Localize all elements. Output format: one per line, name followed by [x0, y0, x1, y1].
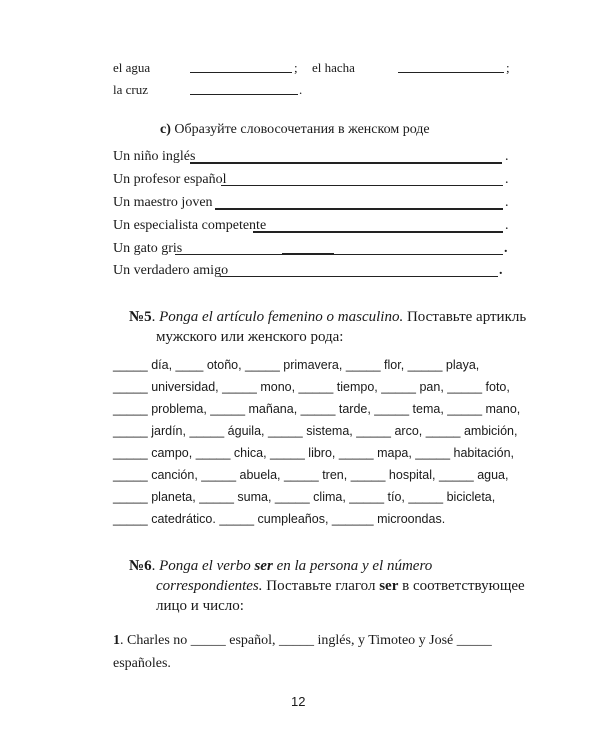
instruction-es: correspondientes. — [156, 578, 263, 594]
word-el-hacha: el hacha — [312, 60, 355, 75]
verb-ser: ser — [379, 578, 399, 594]
period: . — [505, 149, 509, 164]
instruction-ru: в соответствующее — [398, 578, 525, 594]
instruction-es: en la persona y el número — [272, 558, 433, 574]
item-text: . Charles no _____ español, _____ inglés, y Timoteo y José _____ — [120, 633, 492, 648]
list-item: Un verdadero amigo — [113, 263, 229, 278]
exercise-row: _____ día, ____ otoño, _____ primavera, _____ flor, _____ playa, — [113, 358, 480, 372]
exercise-row: _____ planeta, _____ suma, _____ clima, _____ tío, _____ bicicleta, — [113, 490, 496, 504]
verb-ser: ser — [254, 558, 273, 574]
instruction-ru: Поставьте глагол — [262, 578, 380, 594]
answer-blank-bold-segment — [282, 253, 334, 255]
instruction-es: Ponga el artículo femenino o masculino. — [159, 309, 404, 325]
answer-blank[interactable] — [215, 208, 503, 210]
separator: ; — [506, 60, 510, 75]
exercise-5-heading — [129, 309, 526, 326]
dot: . — [151, 309, 156, 325]
exercise-6-line2 — [156, 578, 525, 595]
answer-blank[interactable] — [220, 276, 498, 277]
exercise-row: _____ universidad, _____ mono, _____ tiempo, _____ pan, _____ foto, — [113, 380, 510, 394]
period: . — [299, 82, 303, 97]
list-item: Un profesor español — [113, 172, 227, 187]
answer-blank[interactable] — [253, 231, 503, 233]
section-c-letter: c) — [160, 122, 171, 137]
answer-blank[interactable] — [175, 254, 503, 255]
period: . — [499, 263, 503, 278]
blank-la-cruz[interactable] — [190, 94, 298, 95]
instruction-es: Ponga el verbo — [159, 558, 255, 574]
list-item: Un gato gris — [113, 241, 183, 256]
exercise-row: _____ jardín, _____ águila, _____ sistema, _____ arco, _____ ambición, — [113, 424, 518, 438]
exercise-number: №6 — [129, 558, 152, 574]
dot: . — [151, 558, 156, 574]
word-el-agua: el agua — [113, 60, 151, 75]
page-number: 12 — [291, 694, 306, 709]
period: . — [505, 195, 509, 210]
section-c-heading — [160, 122, 430, 138]
exercise-number: №5 — [129, 309, 152, 325]
exercise-6-item-1 — [113, 633, 492, 649]
separator: ; — [294, 60, 298, 75]
exercise-row: _____ catedrático. _____ cumpleaños, ______ microondas. — [113, 512, 446, 526]
instruction-ru-line2: мужского или женского рода: — [156, 329, 344, 345]
exercise-6-item-1-cont: españoles. — [113, 656, 171, 671]
exercise-6-line3: лицо и число: — [156, 598, 244, 614]
blank-el-hacha[interactable] — [398, 72, 504, 73]
answer-blank[interactable] — [190, 162, 502, 164]
exercise-6-heading — [129, 558, 432, 575]
exercise-row: _____ problema, _____ mañana, _____ tarde, _____ tema, _____ mano, — [113, 402, 521, 416]
exercise-row: _____ canción, _____ abuela, _____ tren, _____ hospital, _____ agua, — [113, 468, 509, 482]
period: . — [505, 218, 509, 233]
word-la-cruz: la cruz — [113, 82, 149, 97]
item-number: 1 — [113, 633, 120, 648]
answer-blank[interactable] — [221, 185, 503, 186]
blank-el-agua[interactable] — [190, 72, 292, 73]
list-item: Un especialista competente — [113, 218, 267, 233]
section-c-title: Образуйте словосочетания в женском роде — [174, 122, 430, 137]
instruction-ru: Поставьте артикль — [406, 309, 527, 325]
exercise-row: _____ campo, _____ chica, _____ libro, _____ mapa, _____ habitación, — [113, 446, 514, 460]
period: . — [504, 241, 508, 256]
period: . — [505, 172, 509, 187]
list-item: Un niño inglés — [113, 149, 196, 164]
list-item: Un maestro joven — [113, 195, 213, 210]
